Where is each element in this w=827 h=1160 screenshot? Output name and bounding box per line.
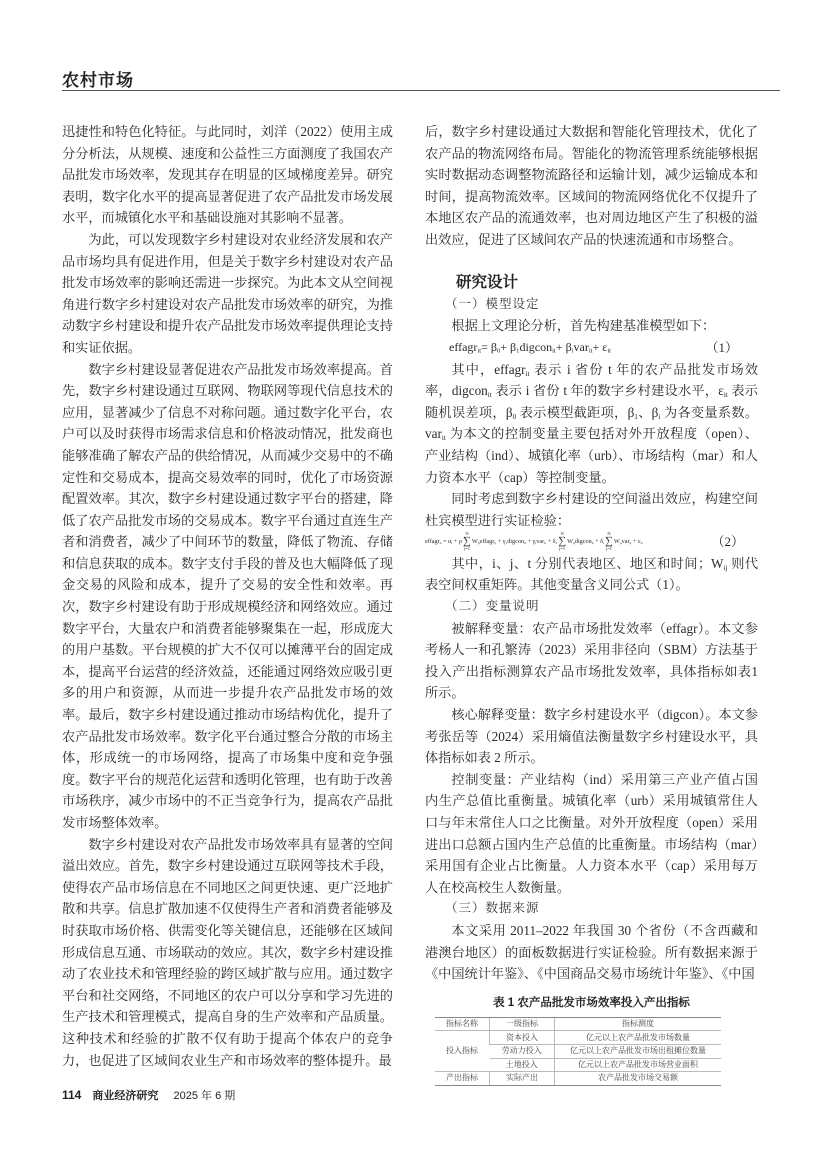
paragraph bbox=[425, 359, 758, 489]
text-run: 、 bbox=[637, 404, 652, 420]
summation-symbol bbox=[555, 530, 567, 552]
text-run: 其中， bbox=[451, 361, 495, 377]
table-1 bbox=[435, 1017, 721, 1086]
math-variable bbox=[641, 538, 643, 545]
right-column bbox=[425, 121, 758, 1086]
equation-expression bbox=[449, 337, 611, 359]
text-run: 表示随机误差项， bbox=[425, 383, 758, 420]
text-run: 后，数字乡村建设通过大数据和智能化管理技术，优化了农产品的物流网络布局。智能化的物流管理系统能够根据实时数据动态调整物流路径和运输计划，减少运输成本和时间，提高物流效率。区域间的物流网络优化不仅提升了本地区农产品的流通效率，也对周边地区产生了积极的溢出效应，促进了区域间农产品的快速流通和市场整合。 bbox=[425, 124, 758, 247]
subscript: 1 bbox=[505, 541, 508, 546]
paragraph bbox=[62, 121, 393, 229]
math-variable: $\beta_i$ bbox=[651, 404, 661, 421]
math-variable: var$_{it}$ bbox=[425, 426, 446, 443]
paragraph bbox=[62, 229, 393, 359]
table-cell: 土地投入 bbox=[490, 1058, 555, 1072]
table-header-cell: 指标名称 bbox=[435, 1017, 490, 1031]
section-heading: 研究设计 bbox=[456, 274, 519, 292]
sum-upper-limit: N bbox=[465, 530, 469, 536]
left-column-body bbox=[62, 121, 393, 1079]
text-run: + β bbox=[500, 339, 517, 354]
subscript: ij bbox=[723, 563, 728, 572]
subscript: i bbox=[658, 412, 661, 421]
math-variable: digcon$_{it}$ bbox=[507, 538, 526, 546]
table-header-row bbox=[435, 1017, 721, 1031]
paragraph bbox=[425, 315, 758, 337]
subscript: it bbox=[544, 541, 547, 546]
text-run: + γ bbox=[525, 538, 536, 546]
subscript: 0 bbox=[512, 412, 517, 421]
math-variable: $W_{ij}$ bbox=[471, 538, 480, 546]
text-run: 本文采用 2011–2022 年我国 30 个省份（不含西藏和港澳台地区）的面板数据进行实证检验。所有数据来源于《中国统计年鉴》、《中国商品交易市场统计年鉴》、《中国 bbox=[425, 922, 758, 982]
text-run: 其中，i、j、t 分别代表地区、地区和时间； bbox=[451, 555, 712, 571]
sum-lower-limit: j=1 bbox=[559, 546, 566, 552]
math-variable bbox=[556, 538, 558, 545]
subscript: it bbox=[525, 369, 530, 378]
right-column-body bbox=[425, 121, 758, 985]
equation bbox=[425, 531, 758, 553]
text-run: 同时考虑到数字乡村建设的空间溢出效应，构建空间杜宾模型进行实证检验： bbox=[425, 491, 758, 528]
math-variable: effagr$_{jt}$ bbox=[479, 538, 497, 546]
text-run: + β bbox=[555, 339, 572, 354]
paragraph bbox=[425, 121, 758, 251]
text-run: + δ bbox=[593, 538, 604, 546]
text-run: + ε bbox=[592, 339, 608, 354]
math-variable: var$_{jt}$ bbox=[621, 538, 632, 546]
subscript: it bbox=[487, 390, 492, 399]
text-run: = α bbox=[441, 538, 452, 546]
subsection-heading: （一）模型设定 bbox=[445, 296, 540, 311]
text-run: + ε bbox=[631, 538, 641, 546]
text-run: 核心解释变量：数字乡村建设水平（digcon）。本文参考张岳等（2024）采用熵值法衡量数字乡村建设水平，具体指标如表 2 所示。 bbox=[425, 707, 758, 766]
subscript: jt bbox=[591, 541, 594, 546]
subscript: i bbox=[451, 541, 453, 546]
math-variable: $\varepsilon_{it}$ bbox=[718, 383, 728, 399]
text-run: 为本文的控制变量主要包括对外开放程度（open）、产业结构（ind）、城镇化率（urb）、市场结构（mar）和人力资本水平（cap）等控制变量。 bbox=[425, 426, 758, 485]
table-cell: 实际产出 bbox=[490, 1072, 555, 1086]
subscript: 1 bbox=[555, 541, 558, 546]
math-variable: effagr$_{it}$ bbox=[494, 361, 530, 378]
table-cell: 亿元以上农产品批发市场出租摊位数量 bbox=[555, 1044, 722, 1058]
subscript: ij bbox=[477, 541, 480, 546]
subscript: ij bbox=[619, 541, 622, 546]
paragraph bbox=[62, 359, 393, 834]
subscript: ij bbox=[572, 541, 575, 546]
subscript: it bbox=[552, 347, 556, 355]
text-run: 为各变量系数。 bbox=[660, 404, 759, 420]
equation-number: （2） bbox=[711, 534, 744, 550]
table-cell: 产出指标 bbox=[435, 1072, 490, 1086]
sum-lower-limit: j=1 bbox=[463, 546, 470, 552]
subscript: it bbox=[588, 347, 593, 355]
table-1-caption: 表 1 农产品批发市场效率投入产出指标 bbox=[493, 996, 690, 1009]
math-variable: var$_{it}$ bbox=[573, 339, 593, 355]
subscript: it bbox=[439, 541, 442, 546]
text-run: + γ bbox=[496, 538, 506, 546]
subscript: 1 bbox=[634, 412, 638, 421]
math-variable: $W_{ij}$ bbox=[711, 555, 728, 572]
subsection-heading: （三）数据来源 bbox=[445, 901, 540, 916]
subscript: it bbox=[477, 347, 482, 355]
text-run: + δ bbox=[546, 538, 556, 546]
subscript: 0 bbox=[496, 347, 501, 355]
page-footer bbox=[62, 1087, 393, 1104]
paragraph bbox=[425, 704, 758, 769]
math-variable: $\beta_0$ bbox=[505, 404, 517, 421]
sigma-icon: ∑ bbox=[463, 535, 471, 548]
subscript: it bbox=[524, 541, 526, 546]
text-run: 则代表空间权重矩阵。其他变量含义同公式（1）。 bbox=[425, 555, 759, 593]
math-variable: $W_{ij}$ bbox=[613, 538, 622, 546]
journal-name: 商业经济研究 bbox=[92, 1090, 159, 1102]
math-variable: digcon$_{it}$ bbox=[451, 383, 492, 399]
summation-symbol bbox=[463, 532, 471, 552]
paragraph bbox=[425, 920, 758, 985]
math-variable: effagr$_{it}$ bbox=[425, 538, 442, 546]
summation-symbol bbox=[605, 532, 613, 552]
math-variable: digcon$_{it}$ bbox=[519, 339, 556, 355]
sigma-icon: ∑ bbox=[558, 535, 567, 548]
paragraph bbox=[425, 769, 758, 899]
table-cell-group: 投入指标 bbox=[435, 1031, 490, 1072]
text-run: 被解释变量：农产品市场批发效率（effagr）。本文参考杨人一和孔繁涛（2023）采用非径向（SBM）方法基于投入产出指标测算农产品市场批发效率，具体指标如表1所示。 bbox=[425, 620, 758, 701]
subsection-heading: （二）变量说明 bbox=[445, 599, 540, 614]
left-column bbox=[62, 121, 393, 1104]
text-run: 表示 i 省份 t 年的数字乡村建设水平， bbox=[491, 383, 719, 399]
paragraph bbox=[425, 488, 758, 531]
math-variable: effagr$_{it}$ bbox=[449, 339, 482, 355]
paragraph bbox=[425, 618, 758, 704]
header-divider bbox=[62, 90, 780, 91]
text-run: = β bbox=[481, 339, 497, 354]
sum-upper-limit: N bbox=[560, 530, 564, 536]
table-cell: 亿元以上农产品批发市场营业面积 bbox=[555, 1058, 722, 1072]
text-run: 数字乡村建设显著促进农产品批发市场效率提高。首先，数字乡村建设通过互联网、物联网等现代信息技术的应用，显著减少了信息不对称问题。通过数字化平台，农户可以及时获得市场需求信息和价格波动情况，批发商也能够准确了解农产品的供给情况，从而减少交易中的不确定性和交易成本，提高交易效率的同时，优化了市场资源配置效率。其次，数字乡村建设通过数字平台的搭建，降低了农产品批发市场的交易成本。数字平台通过直连生产者和消费者，减少了中间环节的数量，降低了物流、存储和信息获取的成本。数字支付手段的普及也大幅降低了现金交易的风险和成本，提升了交易的安全性和效率。再次，数字乡村建设有助于形成规模经济和网络效应。通过数字平台，大量农户和消费者能够聚集在一起，形成庞大的用户基数。平台规模的扩大不仅可以摊薄平台的固定成本，提高平台运营的经济效益，还能通过网络效应吸引更多的用户和资源，从而进一步提升农产品批发市场的效率。最后，数字乡村建设通过推动市场结构优化，提升了农产品批发市场效率。数字化平台通过整合分散的市场主体，形成统一的市场网络，提高了市场集中度和竞争强度。数字平台的规范化运营和透明化管理，也有助于改善市场秩序，减少市场中的不正当竞争行为，提高农产品批发市场整体效率。 bbox=[62, 361, 393, 830]
subscript: i bbox=[571, 347, 574, 355]
table-row bbox=[435, 1072, 721, 1086]
sum-lower-limit: j=1 bbox=[605, 546, 612, 552]
text-run: 为此，可以发现数字乡村建设对农业经济发展和农产品市场均具有促进作用，但是关于数字乡村建设对农产品批发市场效率的影响还需进一步探究。为此本文从空间视角进行数字乡村建设对农产品批发市场效率的研究，为推动数字乡村建设和提升农产品批发市场效率提供理论支持和实证依据。 bbox=[62, 231, 393, 355]
subscript: it bbox=[723, 390, 728, 399]
math-variable bbox=[607, 340, 611, 354]
subscript: 1 bbox=[516, 347, 520, 355]
subscript: i bbox=[535, 541, 537, 546]
paragraph bbox=[62, 834, 393, 1072]
table-cell: 劳动力投入 bbox=[490, 1044, 555, 1058]
subscript: jt bbox=[494, 541, 497, 546]
subscript: jt bbox=[629, 541, 632, 546]
math-variable: $\beta_1$ bbox=[627, 404, 638, 421]
sigma-icon: ∑ bbox=[605, 535, 613, 548]
text-run: 控制变量：产业结构（ind）采用第三产业产值占国内生产总值比重衡量。城镇化率（urb）采用城镇常住人口与年末常住人口之比衡量。对外开放程度（open）采用进出口总额占国内生产总值的比重衡量。市场结构（mar）采用国有企业占比衡量。人力资本水平（cap）采用每万人在校高校生人数衡量。 bbox=[425, 771, 758, 895]
text-run: 表示模型截距项， bbox=[516, 404, 628, 420]
math-variable bbox=[603, 538, 604, 545]
subscript: it bbox=[441, 434, 446, 443]
math-variable: var$_{it}$ bbox=[536, 538, 547, 546]
table-cell: 资本投入 bbox=[490, 1031, 555, 1045]
text-run: 迅捷性和特色化特征。与此同时，刘洋（2022）使用主成分分析法，从规模、速度和公益性三方面测度了我国农产品批发市场效率，发现其存在明显的区域梯度差异。研究表明，数字化水平的提高显著促进了农产品批发市场发展水平，而城镇化水平和基础设施对其影响不显著。 bbox=[62, 124, 393, 226]
section-title: 农村市场 bbox=[62, 71, 134, 90]
equation-number: （1） bbox=[705, 339, 738, 355]
math-variable: digcon$_{jt}$ bbox=[574, 538, 594, 546]
equation bbox=[425, 337, 758, 359]
equation-expression bbox=[425, 531, 643, 553]
table-header-cell: 指标测度 bbox=[555, 1017, 722, 1031]
table-row bbox=[435, 1031, 721, 1045]
subscript: it bbox=[640, 541, 643, 546]
journal-issue: 2025 年 6 期 bbox=[173, 1090, 236, 1102]
paragraph bbox=[425, 553, 758, 596]
text-run: 数字乡村建设对农产品批发市场效率具有显著的空间溢出效应。首先，数字乡村建设通过互联网等技术手段，使得农产品市场信息在不同地区之间更快速、更广泛地扩散和共享。信息扩散加速不仅使得生产者和消费者能够及时获取市场价格、供需变化等关键信息，还能够在区域间形成信息互通、市场联动的效应。其次，数字乡村建设推动了农业技术和管理经验的跨区域扩散与应用。通过数字平台和社交网络，不同地区的农户可以分享和学习先进的生产技术和管理模式，提高自身的生产效率和产品质量。这种技术和经验的扩散不仅有助于提高个体农户的竞争力，也促进了区域间农业生产和市场效率的整体提升。最 bbox=[62, 836, 393, 1068]
sum-upper-limit: N bbox=[607, 530, 611, 536]
text-run: 表示 i 省份 t 年的农产品批发市场效率， bbox=[425, 361, 759, 399]
text-run: 根据上文理论分析，首先构建基准模型如下： bbox=[451, 318, 716, 334]
subscript: it bbox=[607, 347, 611, 355]
text-run: + ρ bbox=[452, 538, 463, 546]
table-cell: 农产品批发市场交易额 bbox=[555, 1072, 722, 1086]
table-header-cell: 一级指标 bbox=[490, 1017, 555, 1031]
table-cell: 亿元以上农产品批发市场数量 bbox=[555, 1031, 722, 1045]
subscript: i bbox=[603, 541, 605, 546]
math-variable: $W_{ij}$ bbox=[567, 538, 575, 546]
page-number: 114 bbox=[62, 1088, 82, 1102]
